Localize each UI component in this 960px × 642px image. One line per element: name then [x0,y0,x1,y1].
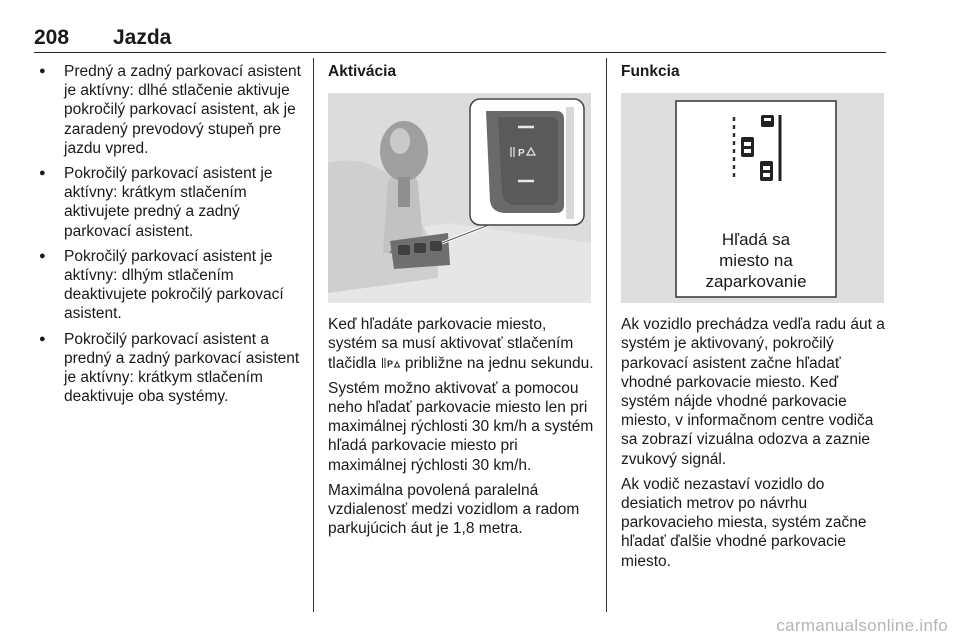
console-button-illustration [328,93,591,303]
list-item: ● Predný a zadný parkovací asistent je aktívny: dlhé stlačenie aktivuje pokročilý parkovací asistent, ak je zaradený prevodový stupeň pre jazdu vpred. [36,62,302,158]
list-item: ● Pokročilý parkovací asistent a predný a zadný parkovací asistent je aktívny: krátkym stlačením deaktivuje oba systémy. [36,330,302,407]
list-item: ● Pokročilý parkovací asistent je aktívny: krátkym stlačením aktivujete predný a zadný parkovací asistent. [36,164,302,241]
watermark: carmanualsonline.info [776,616,948,635]
parking-assist-button-icon [381,357,401,369]
display-message: Hľadá sa miesto na zaparkovanie [705,230,807,292]
svg-text:P: P [386,358,393,369]
driver-info-display-illustration [621,93,884,303]
section-heading-activation: Aktivácia [328,63,397,80]
column-middle [328,62,596,544]
page-header [34,26,886,53]
column-left [36,62,302,412]
section-heading-function: Funkcia [621,63,680,80]
column-divider [606,58,607,612]
column-divider [313,58,314,612]
svg-text:P: P [518,148,525,160]
paragraph: Keď hľadáte parkovacie miesto, systém sa musí aktivovať stlačením tlačidla P približne na jednu sekundu. [328,316,594,372]
column-right [621,62,887,577]
paragraph: Systém možno aktivovať a pomocou neho hľadať parkovacie miesto len pri maximálnej rýchlosti 30 km/h a systém hľadá parkovacie miesto pri maximálnej rýchlosti 30 km/h. [328,379,594,474]
paragraph: Ak vodič nezastaví vozidlo do desiatich metrov po návrhu parkovacieho miesta, systém začne hľadať ďalšie vhodné parkovacie miesto. [621,475,867,570]
page-number: 208 [34,26,70,49]
paragraph: Maximálna povolená paralelná vzdialenosť medzi vozidlom a radom parkujúcich áut je 1,8 metra. [328,481,580,538]
bullet-list [36,62,302,406]
list-item: ● Pokročilý parkovací asistent je aktívny: dlhým stlačením deaktivujete pokročilý parkovací asistent. [36,247,302,324]
chapter-title: Jazda [113,26,172,49]
paragraph: Ak vozidlo prechádza vedľa radu áut a systém je aktivovaný, pokročilý parkovací asistent začne hľadať vhodné parkovacie miesto. Keď systém nájde vhodné parkovacie miesto, v informačnom centre vodiča sa zobrazí vizuálna odozva a zaznie zvukový signál. [621,316,885,468]
